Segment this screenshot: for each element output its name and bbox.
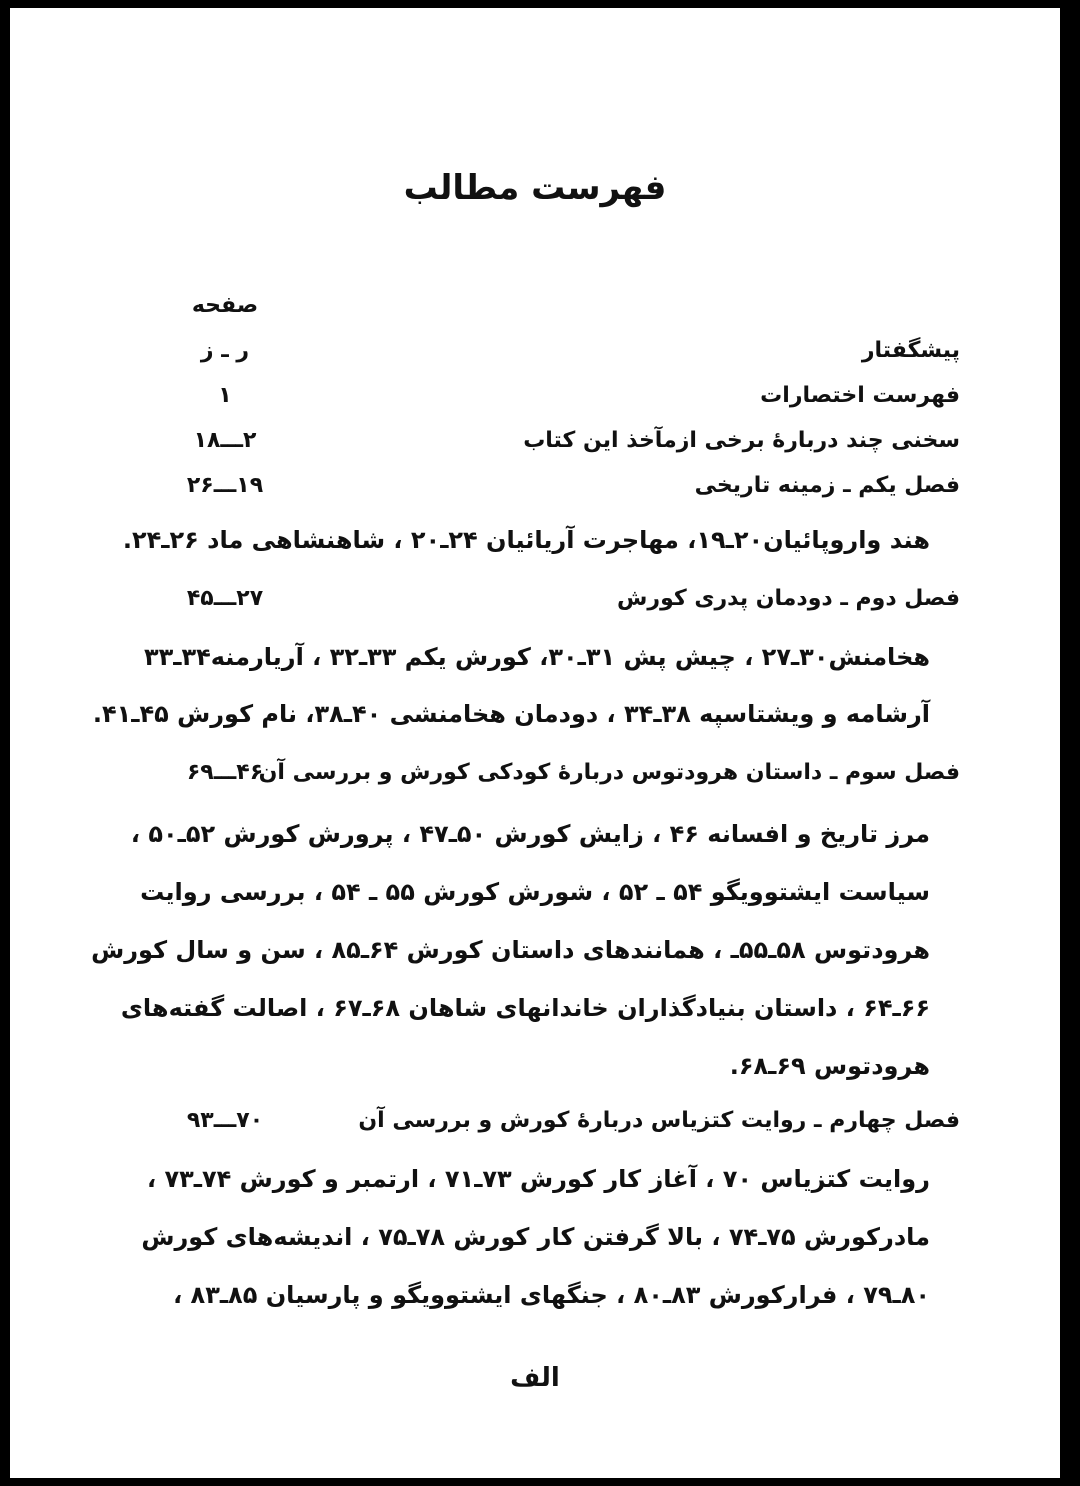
toc-entry: [10, 473, 1060, 513]
section-text-line: مادرکورش ۷۵ـ۷۴ ، بالا گرفتن کار کورش ۷۸ـ۷۵ ، اندیشه‌های کورش: [141, 1223, 930, 1251]
section-text-line: روایت کتزیاس ۷۰ ، آغاز کار کورش ۷۳ـ۷۱ ، ارتمبر و کورش ۷۴ـ۷۳ ،: [147, 1165, 930, 1193]
toc-entry-label: سخنی چند دربارهٔ برخی ازمآخذ این کتاب: [523, 428, 960, 453]
toc-entry-label: فصل دوم ـ دودمان پدری کورش: [617, 586, 960, 611]
book-page: [10, 8, 1060, 1478]
section-text-line: مرز تاریخ و افسانه ۴۶ ، زایش کورش ۵۰ـ۴۷ ، پرورش کورش ۵۲ـ۵۰ ،: [130, 820, 930, 848]
toc-entry: [10, 760, 1060, 800]
toc-entry-label: فهرست اختصارات: [760, 383, 960, 408]
toc-entry-pages: ۱۹ـــ۲۶: [186, 473, 264, 498]
page-column-header: صفحه: [191, 293, 259, 318]
toc-entry-pages: ۷۰ـــ۹۳: [186, 1108, 264, 1133]
toc-entry-pages: ۱: [218, 383, 232, 408]
toc-entry-label: فصل یکم ـ زمینه تاریخی: [694, 473, 960, 498]
toc-entry: [10, 383, 1060, 423]
section-text-line: هند واروپائیان۲۰ـ۱۹، مهاجرت آریائیان ۲۴ـ۲۰ ، شاهنشاهی ماد ۲۶ـ۲۴.: [122, 526, 930, 554]
toc-entry: [10, 1108, 1060, 1148]
toc-entry-label: فصل سوم ـ داستان هرودتوس دربارهٔ کودکی کورش و بررسی آن: [258, 760, 960, 785]
section-text-line: هرودتوس ۵۸ـ۵۵ـ ، همانندهای داستان کورش ۶۴ـ۸۵ ، سن و سال کورش: [91, 936, 930, 964]
toc-entry: [10, 586, 1060, 626]
page-title: فهرست مطالب: [403, 168, 667, 208]
toc-entry-label: پیشگفتار: [861, 338, 960, 363]
toc-entry-pages: ۲۷ـــ۴۵: [186, 586, 264, 611]
toc-entry-pages: ۴۶ـــ۶۹: [186, 760, 264, 785]
section-text-line: ۶۶ـ۶۴ ، داستان بنیادگذاران خاندانهای شاهان ۶۸ـ۶۷ ، اصالت گفته‌های: [120, 994, 930, 1022]
toc-entry-pages: ر ـ ز: [200, 338, 250, 363]
section-text-line: هخامنش۳۰ـ۲۷ ، چیش پش ۳۱ـ۳۰، کورش یکم ۳۳ـ۳۲ ، آریارمنه۳۴ـ۳۳: [143, 643, 930, 671]
section-text-line: سیاست ایشتوویگو ۵۴ ـ ۵۲ ، شورش کورش ۵۵ ـ ۵۴ ، بررسی روایت: [140, 878, 930, 906]
toc-entry-pages: ۲ـــ۱۸: [193, 428, 257, 453]
toc-entry: [10, 338, 1060, 378]
section-text-line: آرشامه و ویشتاسپه ۳۸ـ۳۴ ، دودمان هخامنشی ۴۰ـ۳۸، نام کورش ۴۵ـ۴۱.: [92, 700, 930, 728]
page-folio: الف: [510, 1363, 560, 1393]
toc-entry: [10, 428, 1060, 468]
section-text-line: ۸۰ـ۷۹ ، فرارکورش ۸۳ـ۸۰ ، جنگهای ایشتوویگو و پارسیان ۸۵ـ۸۳ ،: [173, 1281, 930, 1309]
toc-entry-label: فصل چهارم ـ روایت کتزیاس دربارهٔ کورش و بررسی آن: [358, 1108, 960, 1133]
section-text-line: هرودتوس ۶۹ـ۶۸.: [729, 1052, 930, 1080]
